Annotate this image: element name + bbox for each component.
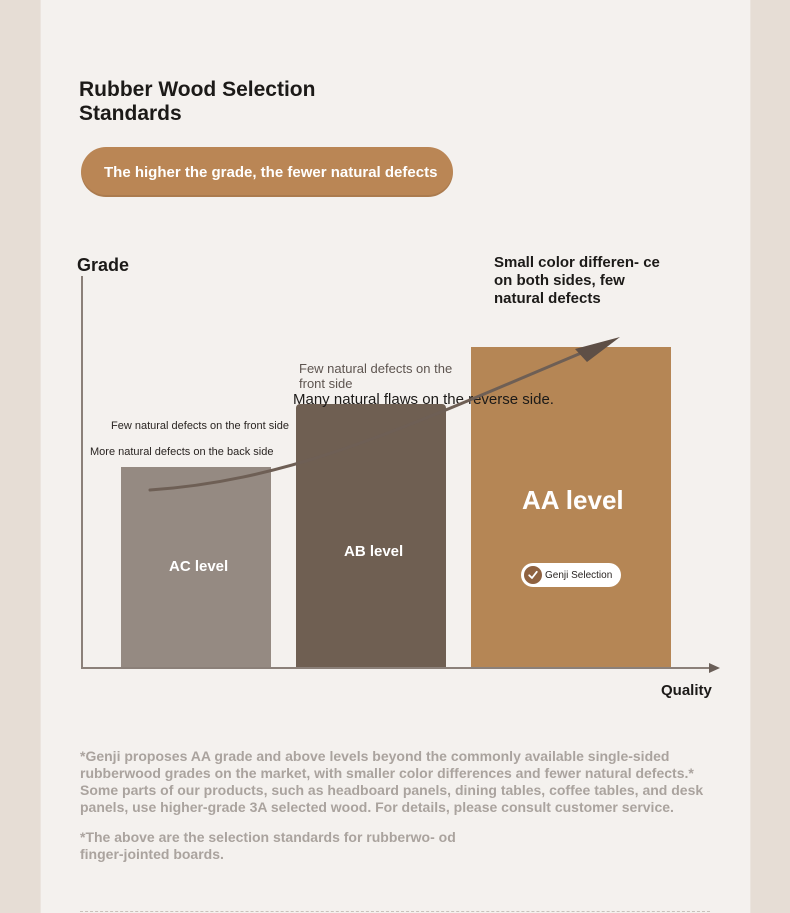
ac-level-label: AC level [169,558,229,575]
ab-note-front: Few natural defects on the front side [299,361,453,391]
standard-footnote: *The above are the selection standards for rubberwo- od finger-jointed boards. [80,829,456,862]
aa-note: Small color differen- ce on both sides, few natural defects [494,254,660,307]
page-title-line2: Standards [79,102,182,125]
y-axis-label: Grade [77,255,130,275]
genji-selection-label: Genji Selection [545,569,613,581]
selection-footnote: *Genji proposes AA grade and above levels beyond the commonly available single-sided rubberwood grades on the market, with smaller color differences and fewer natural defects.* Some parts of our products, such as headboard panels, dining tables, coffee tables, and desk panels, use higher-grade 3A selected wood. For details, please consult customer service. [80,748,704,815]
ac-note-front: Few natural defects on the front side [111,420,289,432]
page-title-line1: Rubber Wood Selection [79,78,316,101]
ac-note-back: More natural defects on the back side [90,446,274,458]
dashed-divider [80,911,710,912]
ab-level-label: AB level [344,543,404,560]
grade-summary-pill: The higher the grade, the fewer natural defects [81,147,453,197]
ab-note-reverse: Many natural flaws on the reverse side. [293,391,554,408]
aa-level-label: AA level [522,485,624,515]
x-axis-label: Quality [661,682,712,699]
